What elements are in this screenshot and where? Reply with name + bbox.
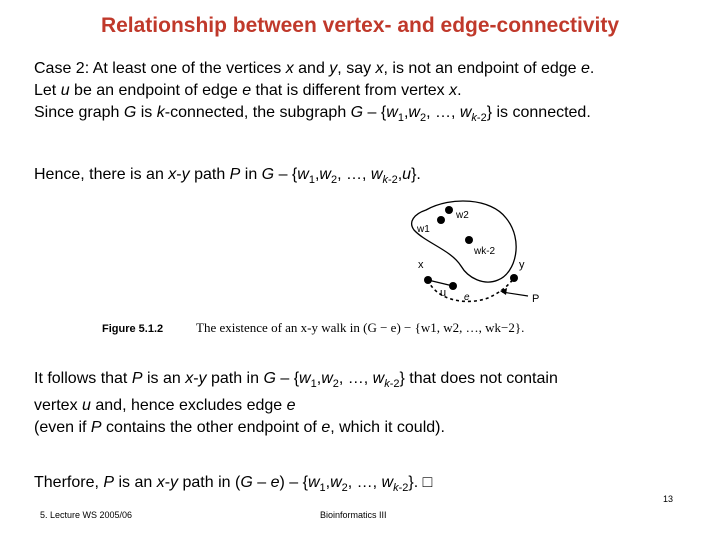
vertex-w2 [445, 206, 453, 214]
footer-lecture: 5. Lecture WS 2005/06 [40, 510, 133, 520]
page-number: 13 [663, 494, 674, 504]
follows-line3: (even if P contains the other endpoint of e, which it could). [34, 419, 445, 437]
label-w2: w2 [456, 210, 469, 221]
follows-line2: vertex u and, hence excludes edge e [34, 397, 296, 415]
label-u: u [440, 287, 447, 299]
vertex-wk2 [465, 236, 473, 244]
label-w1: w1 [417, 224, 430, 235]
vertex-w1 [437, 216, 445, 224]
follows-line1: It follows that P is an x-y path in G – {$w_1,w_2$, …, $w_{k-2}$} that does not contain [34, 370, 558, 391]
label-x: x [418, 259, 424, 271]
footer-course: Bioinformatics III [320, 510, 387, 520]
label-P: P [532, 293, 540, 305]
case2-line1: Case 2: At least one of the vertices x and y, say x, is not an endpoint of edge e. [34, 60, 595, 77]
hence-text: Hence, there is an x-y path P in G – {$w_1,w_2$, …, $w_{k-2},u$}. [34, 166, 421, 187]
figure-caption-label: Figure 5.1.2 [102, 323, 164, 335]
follows-text [34, 368, 558, 439]
figure-caption-text: The existence of an x-y walk in (G − e) − {w1, w2, …, wk−2}. [196, 320, 525, 335]
figure-5-1-2 [96, 188, 656, 353]
label-y: y [519, 259, 525, 271]
therefore-text: Therfore, P is an x-y path in $(G - e) - \{w_1,w_2$, …, $w_{k-2}$}. □ [34, 474, 433, 495]
case2-text [34, 58, 594, 129]
case2-line2: Let u be an endpoint of edge e that is different from vertex x. [34, 82, 462, 99]
edge-e [428, 280, 453, 286]
slide-title: Relationship between vertex- and edge-connectivity [100, 14, 620, 37]
label-wk2: wk-2 [474, 246, 496, 257]
case2-line3: Since graph G is k-connected, the subgraph G – {$w_1,w_2$, …, $w_{k-2}$} is connected. [34, 104, 591, 125]
label-e: e [464, 292, 470, 303]
